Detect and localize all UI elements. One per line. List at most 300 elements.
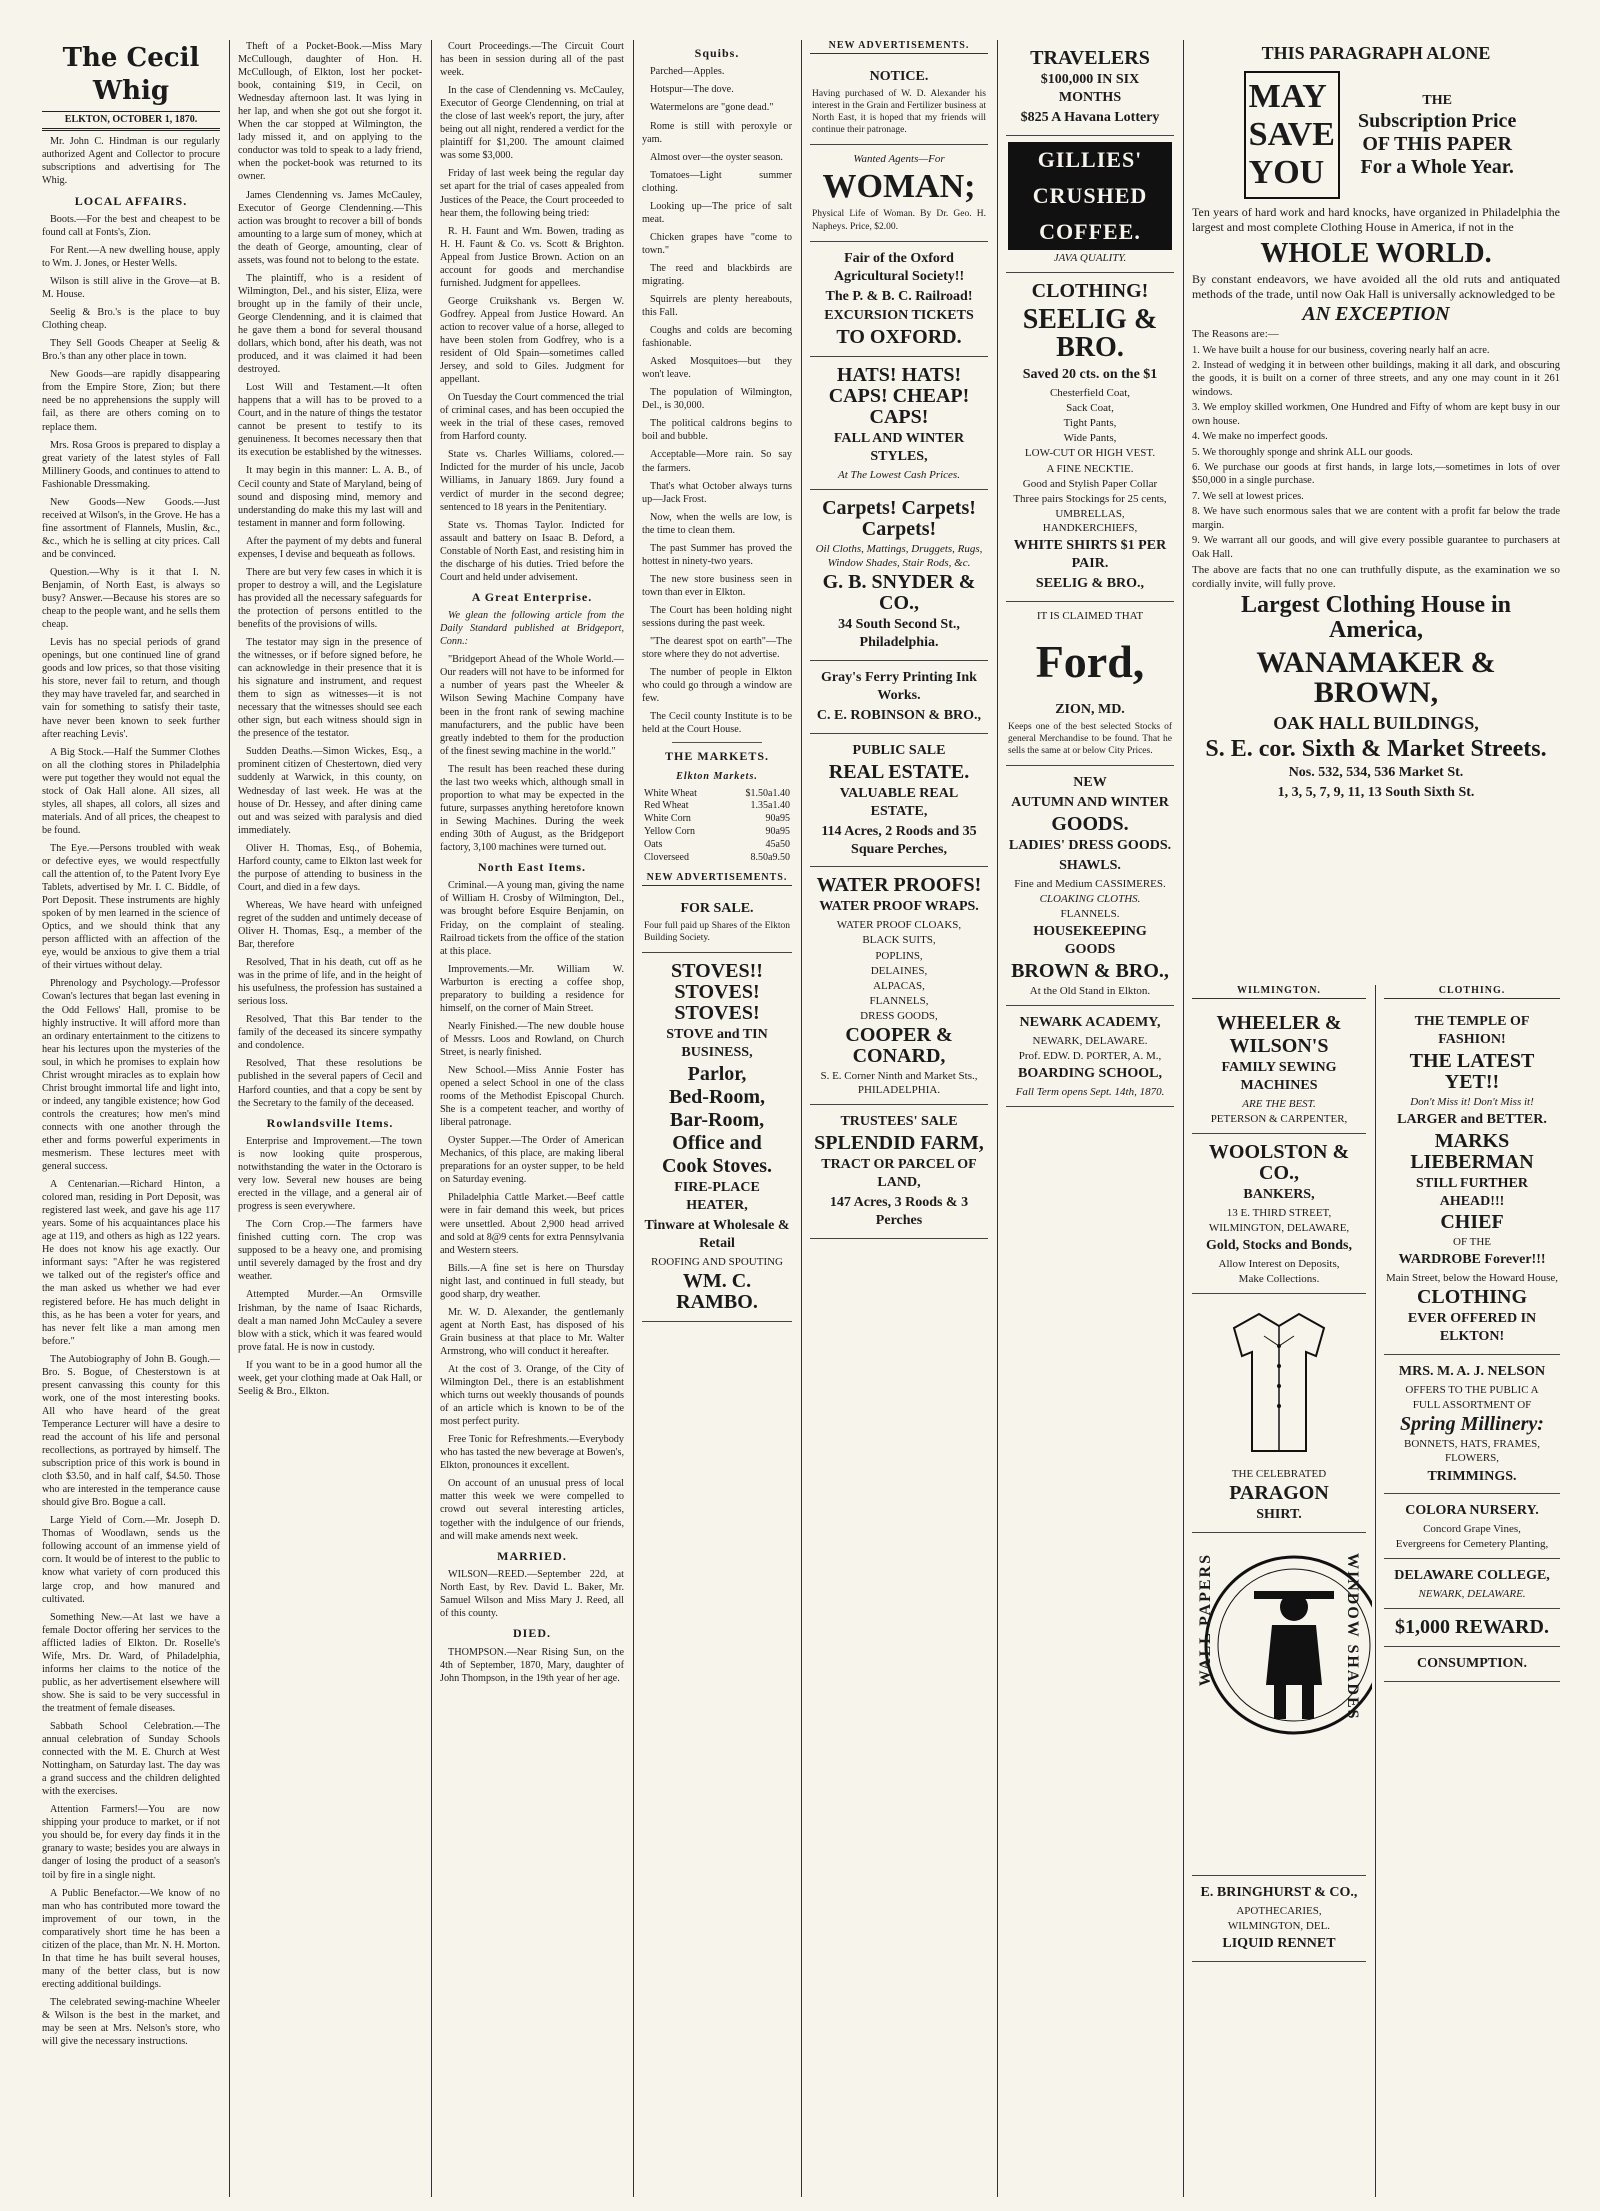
- news-item: State vs. Charles Williams, colored.—Indicted for the murder of his uncle, Jacob Williams, in January 1869. Jury found a verdict of murder in the second degree; sentenced to 18 years in the Penitentiary.: [440, 449, 624, 513]
- forsale-text: Four full paid up Shares of the Elkton Building Society.: [644, 921, 790, 944]
- news-item: The plaintiff, who is a resident of Wilmington, Del., and his sister, Eliza, were brought up in the family of their uncle, George Clendenning, and it is claimed that he gave them a bond for several thousand dollars, which bond, after his death, was not produced, and it was claimed it had been destroyed.: [238, 272, 422, 376]
- markets-subheading: Elkton Markets.: [676, 770, 758, 782]
- waterproof-ad: [810, 867, 988, 1105]
- local-item: A Public Benefactor.—We know of no man who has contributed more toward the improvement of our town, in the comparatively short time he has been a citizen of the place, than Mr. N. H. Morton. In that time he has built several houses, many of the better class, but is now erecting additional buildings.: [42, 1887, 220, 1990]
- died-notice: THOMPSON.—Near Rising Sun, on the 4th of September, 1870, Mary, daughter of John Thompson, in the 19th year of her age.: [440, 1646, 624, 1684]
- news-item: It may begin in this manner: L. A. B., of Cecil county and State of Maryland, being of sound and disposing mind, memory and understanding do make this my last will and testament in manner and form following.: [238, 465, 422, 529]
- local-item: Sabbath School Celebration.—The annual celebration of Sunday Schools connected with the M. E. Church at West Nottingham, on Saturday last. The day was a grand success and the children delighted with the exercises.: [42, 1720, 220, 1798]
- column-rule: [431, 40, 432, 2197]
- paragon-ad: [1192, 1294, 1366, 1533]
- academy-ad: [1006, 1006, 1174, 1107]
- larger-better: LARGER and BETTER.: [1397, 1111, 1547, 1127]
- reason-item: 2. Instead of wedging it in between other buildings, making it all dark, and obscuring the goods, it is built on a corner of three streets, and any one may count in it 261 windows.: [1192, 359, 1560, 398]
- goods: GOODS.: [1051, 812, 1129, 835]
- market-price: 45a50: [765, 838, 790, 850]
- cooper-name: COOPER & CONARD,: [845, 1023, 953, 1067]
- local-item: The celebrated sewing-machine Wheeler & Wilson is the best in the market, and may be seen at Mrs. Nelson's store, who will give the necessary instructions.: [42, 1996, 220, 2048]
- woolston: WOOLSTON & CO.,: [1208, 1140, 1350, 1184]
- notice-ad: [810, 60, 988, 146]
- local-item: Wilson is still alive in the Grove—at B. M. House.: [42, 276, 220, 301]
- new-ads-heading: NEW ADVERTISEMENTS.: [810, 40, 988, 54]
- market-price: 90a95: [765, 825, 790, 837]
- married-heading: MARRIED.: [497, 1548, 567, 1563]
- oxford: TO OXFORD.: [836, 326, 962, 349]
- ford-ad: [1006, 602, 1174, 766]
- squib: Parched—Apples.: [650, 66, 725, 78]
- column-rule: [1183, 40, 1184, 2197]
- new-label: NEW: [1073, 775, 1107, 791]
- local-item: Seelig & Bro.'s is the place to buy Clothing cheap.: [42, 307, 220, 332]
- local-item: The Autobiography of John B. Gough.—Bro. S. Bogue, of Chesterstown is at present canvassing this county for this work, one of the most interesting books. All who have heard of the great Temperance Lecturer will have a desire to read the account of his life and personal recollections, as portrayed by himself. The subscription price of this work is bound in cloth $3.50, and in half calf, $4.50. Those who are interested in the temperance cause should give Bro. Bogue a call.: [42, 1353, 220, 1509]
- full-assortment: FULL ASSORTMENT OF: [1412, 1399, 1532, 1412]
- agents-line: Wanted Agents—For: [853, 153, 945, 166]
- subscription-block: [1358, 90, 1516, 181]
- market-item: White Wheat: [644, 787, 697, 799]
- carpets-heading: Carpets! Carpets! Carpets!: [822, 497, 976, 541]
- ink-ad: [810, 661, 988, 734]
- clothing-item: Good and Stylish Paper Collar: [1022, 477, 1158, 490]
- valuable: VALUABLE REAL ESTATE,: [839, 785, 959, 819]
- news-item: Enterprise and Improvement.—The town is now looking quite prosperous, notwithstanding the water in the Octoraro is very low. Several new houses are being erected in the village, and a general air of progress is seen everywhere.: [238, 1135, 422, 1213]
- wanamaker: WANAMAKER & BROWN,: [1256, 645, 1496, 709]
- hats-ad: [810, 357, 988, 490]
- coffee: COFFEE.: [1008, 214, 1172, 250]
- market-item: Oats: [644, 838, 663, 850]
- column-8: [1378, 985, 1566, 2197]
- news-item: James Clendenning vs. James McCauley, Executor of George Clendenning.—This action was brought to recover a bill of bonds amounting to a large sum of money, which at the death of George, amounting, clear of assets, was found not to belong to the estate.: [238, 189, 422, 266]
- crushed: CRUSHED: [1008, 178, 1172, 214]
- market-item: Red Wheat: [644, 800, 689, 812]
- clothing-item: Wide Pants,: [1063, 432, 1117, 445]
- news-item: Theft of a Pocket-Book.—Miss Mary McCullough, daughter of Hon. H. McCullough, of Elkton, lost her pocket-book, containing $19, in Cecil, on Wednesday afternoon last. It was lying in her lap, and when she got out she forgot it. When the car stopped at Wilmington, the lady missed it, and on applying to the conductor was told to speak to a lady friend, when the pocket-book was returned to its owner.: [238, 41, 422, 183]
- public-sale: PUBLIC SALE: [852, 742, 946, 758]
- reason-item: 4. We make no imperfect goods.: [1192, 431, 1328, 443]
- college-ad: [1384, 1559, 1560, 1609]
- fabric-item: DRESS GOODS,: [860, 1009, 938, 1022]
- section-heading: Rowlandsville Items.: [266, 1115, 394, 1130]
- reason-text: We warrant all our goods, and will give every possible guarantee to purchasers at Oak Hall.: [1192, 535, 1560, 560]
- clothing-item: UMBRELLAS, HANDKERCHIEFS,: [1042, 507, 1138, 534]
- column-2: [232, 40, 428, 2197]
- column-rule: [1375, 985, 1376, 2197]
- splendid-farm: SPLENDID FARM,: [814, 1131, 984, 1154]
- evergreens: Evergreens for Cemetery Planting,: [1395, 1538, 1549, 1551]
- boarding-school: BOARDING SCHOOL,: [1018, 1065, 1162, 1081]
- reason-item: 8. We have such enormous sales that we are content with a profit far below the trade margin.: [1192, 506, 1560, 531]
- brown-sub: At the Old Stand in Elkton.: [1029, 984, 1151, 997]
- bringhurst: E. BRINGHURST & CO.,: [1200, 1884, 1358, 1900]
- news-item: If you want to be in a good humor all the week, get your clothing made at Oak Hall, or Seelig & Bro., Elkton.: [238, 1359, 422, 1397]
- woman-subtitle: Physical Life of Woman. By Dr. Geo. H. Napheys. Price, $2.00.: [812, 209, 986, 232]
- ford-name: Ford,: [1035, 635, 1145, 687]
- gillies-name: GILLIES': [1008, 142, 1172, 178]
- wardrobe: WARDROBE Forever!!!: [1398, 1252, 1546, 1268]
- news-item: Resolved, That this Bar tender to the family of the deceased its sincere sympathy and condolence.: [238, 1014, 422, 1052]
- mrs-nelson: MRS. M. A. J. NELSON: [1398, 1364, 1546, 1380]
- fair-heading: Fair of the Oxford Agricultural Society!!: [833, 250, 965, 284]
- masthead-title: The Cecil Whig: [62, 43, 200, 107]
- notice-heading: NOTICE.: [869, 68, 929, 84]
- squib: Rome is still with peroxyle or yam.: [642, 120, 792, 145]
- news-item: Oyster Supper.—The Order of American Mechanics, of this place, are making liberal preparations for an oyster supper, to be held on Saturday evening.: [440, 1135, 624, 1186]
- squib: The Cecil county Institute is to be held at the Court House.: [642, 711, 792, 736]
- reason-item: 3. We employ skilled workmen, One Hundred and Fifty of whom are kept busy in our own house.: [1192, 402, 1560, 427]
- woman-ad: [810, 145, 988, 241]
- wilmington2: WILMINGTON, DEL.: [1227, 1919, 1331, 1932]
- window-shades: WINDOW SHADES: [1344, 1552, 1361, 1721]
- column-rule: [229, 40, 230, 2197]
- oakhall-intro2: By constant endeavors, we have avoided all the old ruts and antiquated methods of the trade, until now Oak Hall is universally acknowledged to be: [1192, 271, 1560, 302]
- stoves-line: Bed-Room,: [668, 1086, 766, 1109]
- news-item: Philadelphia Cattle Market.—Beef cattle were in fair demand this week, but prices were unsettled. About 2,900 head arrived and sold at 8@9 cents for extra Pennsylvania and Western steers.: [440, 1192, 624, 1256]
- stoves-ad: [642, 953, 792, 1322]
- news-item: We glean the following article from the Daily Standard published at Bridgeport, Conn.:: [440, 610, 624, 648]
- oakhall-numbers2: 1, 3, 5, 7, 9, 11, 13 South Sixth St.: [1277, 784, 1475, 800]
- clothing-heading: CLOTHING.: [1384, 985, 1560, 999]
- java-quality: JAVA QUALITY.: [1053, 252, 1127, 265]
- news-item: State vs. Thomas Taylor. Indicted for assault and battery on Isaac B. Deford, a Constable of North East, and resisting him in the discharge of his duties. Tried before the Court and held under advisement.: [440, 519, 624, 583]
- nelson-ad: [1384, 1355, 1560, 1494]
- local-item: A Centenarian.—Richard Hinton, a colored man, residing in Port Deposit, was registered last week, and gave his age 117 years. Some of his acquaintances place his age at 119, and others as high as 122 years. He does not know his age exactly. Our informant says: "After he was registered we talked out of the register's office and the man asked us whether we had ever registered before. He has much delight in this, as he has been a voter for years, and has never felt like a man among men before.": [42, 1179, 220, 1347]
- news-item: New School.—Miss Annie Foster has opened a select School in one of the class rooms of the Methodist Episcopal Church. She is a competent teacher, and worthy of liberal patronage.: [440, 1065, 624, 1129]
- news-item: At the cost of 3. Orange, of the City of Wilmington Del., there is an establishment which turns out weekly thousands of pounds of an article which is known to be of the most perfect purity.: [440, 1363, 624, 1428]
- oakhall-intro: Ten years of hard work and hard knocks, have organized in Philadelphia the largest and most complete Clothing House in America, if not in the: [1192, 205, 1560, 235]
- white-shirts: WHITE SHIRTS $1 PER PAIR.: [1013, 537, 1167, 571]
- saved-line: Saved 20 cts. on the $1: [1022, 367, 1158, 383]
- stoves-line: Office and: [672, 1132, 762, 1155]
- clothing-item: Three pairs Stockings for 25 cents,: [1013, 492, 1167, 505]
- market-price: $1.50a1.40: [745, 787, 790, 799]
- reason-text: We purchase our goods at first hands, in large lots,—sometimes in lots of over $50,000 in a single purchase.: [1192, 462, 1561, 487]
- squib: Watermelons are "gone dead.": [650, 102, 774, 114]
- havana-line: $825 A Havana Lottery: [1020, 109, 1160, 125]
- paragraph-alone: THIS PARAGRAPH ALONE: [1261, 43, 1491, 63]
- snyder-address: 34 South Second St., Philadelphia.: [838, 617, 960, 651]
- markets-heading: THE MARKETS.: [664, 749, 769, 764]
- news-item: "Bridgeport Ahead of the Whole World.—Our readers will not have to be informed for a number of years past the Wheeler & Wilson Sewing Machine Company have been in the front rank of sewing machine manufacturers, and the public have been greatly indebted to them for the production of the finest sewing machine in the world.": [440, 654, 624, 757]
- column-5: [804, 40, 994, 2197]
- offers: OFFERS TO THE PUBLIC A: [1405, 1384, 1539, 1397]
- news-item: After the payment of my debts and funeral expenses, I devise and bequeath as follows.: [238, 535, 422, 560]
- column-7-top: [1186, 40, 1566, 980]
- bonnets: BONNETS, HATS, FRAMES, FLOWERS,: [1404, 1438, 1540, 1465]
- clothing-item: LOW-CUT OR HIGH VEST.: [1024, 447, 1156, 460]
- news-item: Court Proceedings.—The Circuit Court has been in session during all of the past week.: [440, 41, 624, 79]
- stoves-line: Cook Stoves.: [661, 1155, 772, 1178]
- paragon: PARAGON: [1229, 1482, 1329, 1505]
- market-item: Cloverseed: [644, 851, 689, 863]
- clothing-item: Sack Coat,: [1066, 402, 1114, 415]
- squib: The reed and blackbirds are migrating.: [642, 262, 792, 287]
- reward: $1,000 REWARD.: [1395, 1616, 1549, 1639]
- reason-text: We employ skilled workmen, One Hundred and Fifty of whom are kept busy in our own house.: [1192, 402, 1560, 427]
- may-save-you-block: [1192, 67, 1560, 203]
- may-word: MAY: [1248, 78, 1327, 116]
- stoves-line: STOVE and TIN BUSINESS,: [666, 1027, 768, 1061]
- squib: Coughs and colds are becoming fashionable.: [642, 325, 792, 350]
- acres2: 147 Acres, 3 Roods & 3 Perches: [829, 1194, 969, 1228]
- section-heading: North East Items.: [478, 860, 586, 875]
- reason-text: We sell at lowest prices.: [1202, 490, 1304, 502]
- squib: Almost over—the oyster season.: [650, 151, 783, 163]
- local-item: Boots.—For the best and cheapest to be found call at Fonts's, Zion.: [42, 213, 220, 238]
- squib: Now, when the wells are low, is the time to clean them.: [642, 511, 792, 536]
- column-1: [36, 36, 226, 2197]
- stoves-line: Bar-Room,: [669, 1109, 765, 1132]
- reason-text: We thoroughly sponge and shrink ALL our goods.: [1202, 446, 1413, 458]
- table-row: [642, 788, 792, 801]
- still-further: STILL FURTHER AHEAD!!!: [1416, 1175, 1528, 1209]
- squib: The number of people in Elkton who could go through a window are few.: [642, 667, 792, 705]
- of-the: OF THE: [1453, 1236, 1491, 1249]
- marks-lieberman: MARKS LIEBERMAN: [1410, 1129, 1534, 1173]
- gold-stocks: Gold, Stocks and Bonds,: [1206, 1237, 1352, 1253]
- reason-item: 5. We thoroughly sponge and shrink ALL our goods.: [1192, 446, 1413, 458]
- save-word: SAVE: [1248, 116, 1335, 154]
- squib: The population of Wilmington, Del., is 30,000.: [642, 387, 792, 412]
- squib: Hotspur—The dove.: [650, 84, 734, 96]
- squib: Chicken grapes have "come to town.": [642, 231, 792, 256]
- local-item: Phrenology and Psychology.—Professor Cowan's lectures that began last evening in the Odd Fellows' Hall, promise to be highly instructive. It will afford more than an ordinary entertainment to the citizens to hear his lectures upon the mysteries of the soul, in which he promises to explain how Christ wrought miracles as to explain how Christ brought immortal life and light into, or indeed, any tangible existence; how God controls the creatures; how men's mind connects with one another through the ether and forms powerful experiments in mesmerism. These lectures meet with general success.: [42, 978, 220, 1173]
- main-street: Main Street, below the Howard House,: [1386, 1272, 1558, 1285]
- news-item: Friday of last week being the regular day set apart for the trial of cases appealed from Justices of the Peace, the Court proceeded to hear them, the following being tried:: [440, 168, 624, 219]
- local-item: Mrs. Rosa Groos is prepared to display a great variety of the latest styles of Fall Millinery Goods, and continues to attend to Fashionable Dressmaking.: [42, 439, 220, 490]
- subscription-price: Subscription Price: [1357, 110, 1517, 133]
- squib: The political caldrons begins to boil and bubble.: [642, 418, 792, 443]
- dateline: ELKTON, OCTOBER 1, 1870.: [42, 111, 220, 132]
- tract: TRACT OR PARCEL OF LAND,: [821, 1156, 977, 1190]
- local-item: Attention Farmers!—You are now shipping your produce to market, or if not you should be, for every day finds it in the granary to waste; besides you are always in danger of losing the product of a season's toil by fire in a single night.: [42, 1804, 220, 1881]
- fabric-item: POPLINS,: [875, 949, 923, 962]
- fabric-item: WATER PROOF CLOAKS,: [836, 919, 962, 932]
- stoves-line: Tinware at Wholesale & Retail: [644, 1217, 790, 1251]
- woman-title: WOMAN;: [822, 168, 976, 206]
- column-4: [636, 40, 798, 2197]
- consumption: CONSUMPTION.: [1416, 1656, 1528, 1672]
- ford-text: Keeps one of the best selected Stocks of general Merchandise to be found. That he sells the same at or below City Prices.: [1008, 721, 1172, 756]
- whole-world: WHOLE WORLD.: [1260, 237, 1492, 269]
- stoves-line: WM. C. RAMBO.: [676, 1269, 758, 1313]
- clothing-item: A FINE NECKTIE.: [1046, 462, 1134, 475]
- section-heading: LOCAL AFFAIRS.: [74, 193, 188, 208]
- local-item: For Rent.—A new dwelling house, apply to Wm. J. Jones, or Hester Wells.: [42, 244, 220, 270]
- news-item: On account of an unusual press of local matter this week we were compelled to crowd out several interesting articles, together with the indulgence of our friends, and will make amends next week.: [440, 1478, 624, 1542]
- waterproof-sub: WATER PROOF WRAPS.: [819, 899, 979, 915]
- reason-item: 7. We sell at lowest prices.: [1192, 490, 1304, 502]
- cassimeres: Fine and Medium CASSIMERES.: [1014, 877, 1166, 890]
- wallpaper-ad: [1192, 1533, 1366, 1876]
- may-save-you-box: [1244, 71, 1340, 199]
- the-word: THE: [1422, 92, 1452, 108]
- interest: Allow Interest on Deposits,: [1218, 1257, 1340, 1270]
- news-item: Improvements.—Mr. William W. Warburton is erecting a coffee shop, preparatory to building a residence for himself, on the corner of Main Street.: [440, 963, 624, 1014]
- squib: The Court has been holding night sessions during the past week.: [642, 604, 792, 629]
- reason-item: 9. We warrant all our goods, and will give every possible guarantee to purchasers at Oak Hall.: [1192, 535, 1560, 560]
- brown-ad: [1006, 766, 1174, 1006]
- of-this-paper: OF THIS PAPER: [1362, 133, 1512, 156]
- clothing-heading: CLOTHING!: [1031, 280, 1149, 303]
- squib: The past Summer has proved the hottest in ninety-two years.: [642, 542, 792, 567]
- travelers-ad: [1006, 40, 1174, 136]
- local-item: The Eye.—Persons troubled with weak or defective eyes, we would respectfully call the attention of, to the Patent Ivory Eye Tablets, advertised by Mr. I. C. Biddle, of Port Deposit. These instruments are highly spoken of by men learned in the science of Optics, and we should think that any person afflicted with an affection of the eye, would be anxious to give them a trial of their virtues without delay.: [42, 842, 220, 972]
- wall-papers: WALL PAPERS: [1197, 1552, 1214, 1687]
- fabric-item: FLANNELS,: [869, 994, 929, 1007]
- lowest-prices: At The Lowest Cash Prices.: [838, 469, 960, 482]
- column-rule: [801, 40, 802, 2197]
- stoves-line: Parlor,: [687, 1063, 747, 1086]
- local-item: They Sell Goods Cheaper at Seelig & Bro.'s than any other place in town.: [42, 338, 220, 363]
- reason-item: 6. We purchase our goods at first hands, in large lots,—sometimes in lots of over $50,000 in a single purchase.: [1192, 462, 1561, 487]
- grape-vines: Concord Grape Vines,: [1423, 1523, 1521, 1536]
- largest-house: Largest Clothing House in America,: [1240, 592, 1512, 644]
- local-item: Question.—Why is it that I. N. Benjamin, of North East, is always so busy? Answer.—Because his stores are so cheap to the people want, and he sells them cheap.: [42, 567, 220, 631]
- claimed-line: IT IS CLAIMED THAT: [1036, 609, 1144, 622]
- stoves-heading: STOVES!! STOVES! STOVES!: [671, 960, 763, 1025]
- local-item: New Goods—are rapidly disappearing from the Empire Store, Zion; but there need be no apprehensions the supply will fail, as there are others coming on to replace them.: [42, 369, 220, 433]
- forsale-heading: FOR SALE.: [680, 901, 754, 917]
- news-item: In the case of Clendenning vs. McCauley, Executor of George Clendenning, on trial at the close of last week's report, the jury, after being out all night, rendered a verdict for the plaintiff for $1,200. The amount claimed was some $3,000.: [440, 85, 624, 162]
- local-item: Large Yield of Corn.—Mr. Joseph D. Thomas of Woodlawn, sends us the following account of an immense yield of corn. It would be of interest to the public to know what variety of corn produced this large crop, and how manured and cultivated.: [42, 1515, 220, 1605]
- column-6: [1000, 40, 1180, 2197]
- apothecaries: APOTHECARIES,: [1236, 1904, 1322, 1917]
- best-clothing: CLOTHING: [1416, 1286, 1528, 1309]
- temple-fashion: THE TEMPLE OF FASHION!: [1414, 1013, 1530, 1047]
- brown-name: BROWN & BRO.,: [1011, 959, 1169, 982]
- prize-line: $100,000 IN SIX MONTHS: [1040, 72, 1140, 105]
- news-item: There are but very few cases in which it is proper to destroy a will, and the Legislature has provided all the necessary safeguards for the protection of persons entitled to the benefits of the provisions of wills.: [238, 566, 422, 630]
- forsale-ad: [642, 892, 792, 953]
- ink-heading: Gray's Ferry Printing Ink Works.: [821, 670, 977, 704]
- seelig-sign: SEELIG & BRO.,: [1035, 575, 1145, 591]
- real-estate: REAL ESTATE.: [828, 760, 970, 783]
- died-heading: DIED.: [512, 1626, 551, 1641]
- wheeler-ad: [1192, 1005, 1366, 1134]
- wheeler: WHEELER &: [1216, 1011, 1342, 1034]
- nursery-ad: [1384, 1494, 1560, 1559]
- table-row: [642, 800, 792, 813]
- are-best: ARE THE BEST.: [1242, 1097, 1316, 1110]
- market-price: 8.50a9.50: [750, 851, 790, 863]
- fair-ad: [810, 242, 988, 358]
- consumption-ad: [1384, 1647, 1560, 1682]
- liquid-rennet: LIQUID RENNET: [1222, 1935, 1336, 1951]
- news-item: The Corn Crop.—The farmers have finished cutting corn. The crop was supposed to be a heavy one, and promising until severely damaged by the frost and dry weather.: [238, 1219, 422, 1283]
- news-item: Bills.—A fine set is here on Thursday night last, and continued in full steady, but good sharp, dry weather.: [440, 1262, 624, 1300]
- news-item: Whereas, We have heard with unfeigned regret of the sudden and untimely decease of Oliver H. Thomas, Esq., a member of the Bar, therefore: [238, 899, 422, 951]
- family-sewing: FAMILY SEWING MACHINES: [1221, 1059, 1337, 1093]
- market-price: 1.35a1.40: [750, 800, 790, 812]
- woolston-ad: [1192, 1134, 1366, 1294]
- shawls: SHAWLS.: [1059, 857, 1121, 873]
- celebrated: THE CELEBRATED: [1231, 1467, 1327, 1480]
- stoves-line: ROOFING AND SPOUTING: [650, 1255, 783, 1268]
- oakhall-outro: The above are facts that no one can truthfully dispute, as the examination we so cordially invite, will fully prove.: [1192, 564, 1560, 591]
- agent-notice: Mr. John C. Hindman is our regularly authorized Agent and Collector to procure subscriptions and advertising for The Whig.: [42, 136, 220, 187]
- fall-styles: FALL AND WINTER STYLES,: [833, 431, 965, 465]
- clothing-item: Tight Pants,: [1063, 417, 1117, 430]
- news-item: Sudden Deaths.—Simon Wickes, Esq., a prominent citizen of Chestertown, died very suddenly at Warwick, in this county, on Wednesday of last week. He was at the house of Dr. Hessey, and after dining came out and was seized with paralysis and died immediately.: [238, 746, 422, 836]
- wilson: WILSON'S: [1229, 1034, 1329, 1057]
- trustee-ad: [810, 1105, 988, 1239]
- cooper-address: S. E. Corner Ninth and Market Sts., PHILADELPHIA.: [820, 1069, 978, 1096]
- reason-text: We make no imperfect goods.: [1202, 431, 1328, 443]
- ladies-goods: LADIES' DRESS GOODS.: [1008, 837, 1172, 853]
- news-item: On Tuesday the Court commenced the trial of criminal cases, and has been occupied the week in the trial of these cases, removed from Harford county.: [440, 392, 624, 443]
- housekeeping: HOUSEKEEPING GOODS: [1033, 923, 1147, 957]
- squib: Tomatoes—Light summer clothing.: [642, 169, 792, 194]
- excursion: EXCURSION TICKETS: [824, 308, 974, 324]
- fair-sub: The P. & B. C. Railroad!: [825, 288, 973, 304]
- news-item: Resolved, That these resolutions be published in the several papers of Cecil and Harford counties, and that a copy be sent by the Secretary to the family of the deceased.: [238, 1058, 422, 1109]
- column-7a: [1186, 985, 1372, 2197]
- oakhall-corner: S. E. cor. Sixth & Market Streets.: [1205, 735, 1547, 762]
- section-heading: A Great Enterprise.: [471, 589, 593, 604]
- wilmington-heading: WILMINGTON.: [1192, 985, 1366, 999]
- flannels: FLANNELS.: [1060, 907, 1120, 920]
- chief: CHIEF: [1440, 1211, 1504, 1234]
- market-item: White Corn: [644, 813, 691, 825]
- column-3: [434, 40, 630, 2197]
- news-item: George Cruikshank vs. Bergen W. Godfrey. Appeal from Justice Howard. An action to recover value of a horse, alleged to have been stolen from Godfrey, who is a resident of Old Spain—sometimes called Jersey, and sold to Giles. Judgment for appellant.: [440, 295, 624, 386]
- academy-principal: Prof. EDW. D. PORTER, A. M.,: [1018, 1049, 1162, 1062]
- squib: Asked Mosquitoes—but they won't leave.: [642, 356, 792, 381]
- peterson: PETERSON & CARPENTER,: [1210, 1112, 1348, 1125]
- seelig-name: SEELIG & BRO.: [1022, 304, 1158, 364]
- oakhall-buildings: OAK HALL BUILDINGS,: [1273, 712, 1479, 733]
- news-item: Oliver H. Thomas, Esq., of Bohemia, Harford county, came to Elkton last week for the purpose of attending to business in the Court, and died in a few days.: [238, 842, 422, 893]
- reward-ad: [1384, 1609, 1560, 1647]
- trimmings: TRIMMINGS.: [1427, 1468, 1517, 1484]
- realestate-ad: [810, 734, 988, 868]
- news-item: Free Tonic for Refreshments.—Everybody who has tasted the new beverage at Bowen's, Elkton, pronounces it excellent.: [440, 1434, 624, 1472]
- squib: "The dearest spot on earth"—The store where they do not advertise.: [642, 636, 792, 661]
- table-row: [642, 839, 792, 852]
- you-word: YOU: [1248, 154, 1325, 192]
- trustee-heading: TRUSTEES' SALE: [840, 1114, 958, 1130]
- wilmington: WILMINGTON, DELAWARE,: [1208, 1221, 1350, 1234]
- clothing-ad: [1006, 273, 1174, 601]
- local-item: A Big Stock.—Half the Summer Clothes on all the clothing stores in Philadelphia were put together they would not equal the stock of Oak Hall alone. All sizes, all styles, all shapes, all colors, all sizes and materials. And of all prices, the cheapest to be found.: [42, 746, 220, 836]
- third-street: 13 E. THIRD STREET,: [1226, 1206, 1332, 1219]
- snyder-name: G. B. SNYDER & CO.,: [822, 571, 976, 615]
- delaware-college: DELAWARE COLLEGE,: [1394, 1568, 1550, 1584]
- local-item: New Goods—New Goods.—Just received at Wilson's, in the Grove. He has a fine assortment of Flannels, Muslin, &c., &c., which he is selling at city prices. Call and be convinced.: [42, 496, 220, 560]
- ink-sub: C. E. ROBINSON & BRO.,: [816, 708, 982, 724]
- squib: Squirrels are plenty hereabouts, this Fall.: [642, 294, 792, 319]
- newark: NEWARK, DELAWARE.: [1418, 1588, 1526, 1601]
- news-item: The result has been reached these during the last two weeks which, although small in proportion to what may be expected in the future, surpasses anything heretofore known in Sewing Machines. During the week ending 30th of August, as the Bridgeport factory, 3,100 machines were turned out.: [440, 763, 624, 853]
- lieberman-ad: [1384, 1005, 1560, 1355]
- reason-item: 1. We have built a house for our business, covering nearly half an acre.: [1192, 344, 1490, 356]
- gillies-ad: [1006, 136, 1174, 274]
- reason-text: We have such enormous sales that we are content with a profit far below the trade margin.: [1192, 506, 1560, 531]
- news-item: The testator may sign in the presence of the witnesses, or if before signed before, he can acknowledge in their presence that it is his signature and instrument, and request them to sign as witnesses—it is not necessary that the witnesses should see each other sign, but each witness should sign in the presence of the testator.: [238, 637, 422, 740]
- fabric-item: DELAINES,: [870, 964, 928, 977]
- table-row: [642, 813, 792, 826]
- acres: 114 Acres, 2 Roods and 35 Square Perches,: [821, 823, 977, 857]
- column-rule: [997, 40, 998, 2197]
- news-item: Attempted Murder.—An Ormsville Irishman, by the name of Isaac Richards, dealt a man named John McCauley a severe blow with a stick, which it was feared would prove fatal. He is now in custody.: [238, 1289, 422, 1353]
- squib: That's what October always turns up—Jack Frost.: [642, 480, 792, 505]
- divider: [672, 742, 762, 743]
- reason-text: Instead of wedging it in between other buildings, making it all dark, and obscuring the goods, it is built on a corner of three streets, and any one may count in it 261 windows.: [1192, 359, 1560, 398]
- reason-text: We have built a house for our business, covering nearly half an acre.: [1202, 344, 1490, 356]
- stoves-line: FIRE-PLACE HEATER,: [674, 1180, 760, 1214]
- news-item: R. H. Faunt and Wm. Bowen, trading as H. H. Faunt & Co. vs. Scott & Brighton. Appeal from Justice Brown. Action on an account for goods and merchandise furnished. Judgment for appellees.: [440, 225, 624, 289]
- shirt-word: SHIRT.: [1256, 1507, 1302, 1523]
- latest-yet: THE LATEST YET!!: [1409, 1049, 1535, 1093]
- colora-nursery: COLORA NURSERY.: [1405, 1503, 1539, 1519]
